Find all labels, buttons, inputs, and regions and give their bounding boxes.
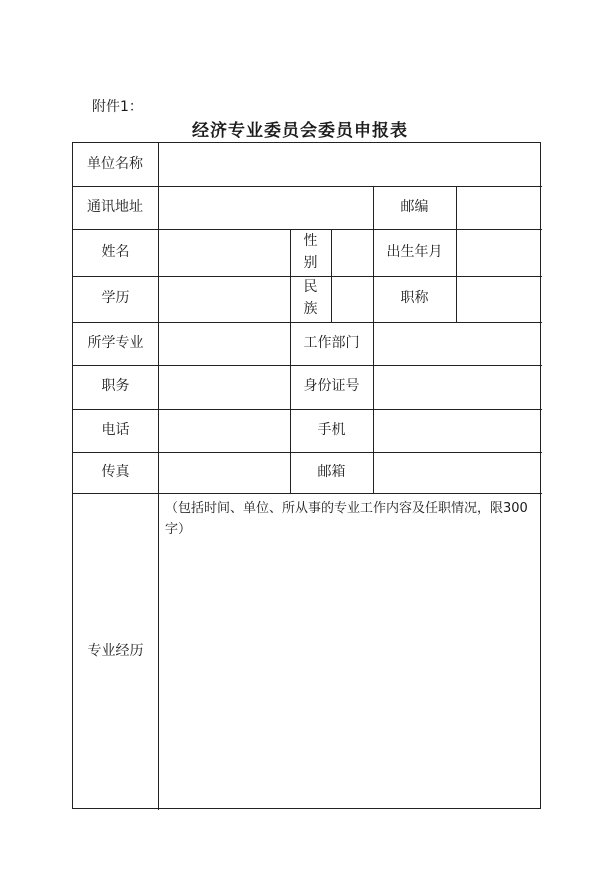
position-label: 职务 bbox=[101, 378, 130, 395]
attachment-label: 附件1： bbox=[92, 99, 143, 115]
birth-field[interactable] bbox=[457, 229, 542, 276]
id-number-field[interactable] bbox=[374, 365, 542, 409]
ethnicity-label bbox=[290, 276, 331, 322]
address-field[interactable] bbox=[159, 186, 373, 229]
major-field[interactable] bbox=[159, 322, 290, 365]
education-label: 学历 bbox=[101, 290, 130, 307]
professional-title-field[interactable] bbox=[457, 276, 542, 322]
gender-label-line2: 别 bbox=[303, 254, 318, 271]
name-label: 姓名 bbox=[101, 243, 130, 260]
professional-title-label: 职称 bbox=[400, 290, 429, 307]
mobile-field[interactable] bbox=[374, 409, 542, 452]
id-number-label: 身份证号 bbox=[303, 378, 360, 395]
mobile-label: 手机 bbox=[317, 421, 346, 438]
form-title: 经济专业委员会委员申报表 bbox=[192, 121, 408, 141]
department-field[interactable] bbox=[374, 322, 542, 365]
unit-name-label: 单位名称 bbox=[87, 155, 143, 172]
experience-field[interactable] bbox=[159, 494, 542, 810]
fax-field[interactable] bbox=[159, 452, 290, 493]
name-field[interactable] bbox=[159, 229, 290, 276]
ethnicity-field[interactable] bbox=[331, 276, 373, 322]
unit-name-field[interactable] bbox=[159, 143, 542, 186]
phone-field[interactable] bbox=[159, 409, 290, 452]
ethnicity-label-line1: 民 bbox=[303, 279, 318, 296]
gender-label-line1: 性 bbox=[303, 232, 318, 249]
email-label: 邮箱 bbox=[317, 463, 346, 480]
phone-label: 电话 bbox=[101, 421, 130, 438]
position-field[interactable] bbox=[159, 365, 290, 409]
email-field[interactable] bbox=[374, 452, 542, 493]
address-label: 通讯地址 bbox=[87, 198, 143, 215]
experience-note: （包括时间、单位、所从事的专业工作内容及任职情况，限300字） bbox=[165, 501, 528, 537]
birth-label: 出生年月 bbox=[386, 243, 443, 260]
ethnicity-label-line2: 族 bbox=[303, 301, 318, 317]
fax-label: 传真 bbox=[101, 463, 130, 480]
postcode-label: 邮编 bbox=[400, 198, 429, 215]
application-form-table bbox=[72, 142, 541, 809]
department-label: 工作部门 bbox=[303, 334, 360, 351]
education-field[interactable] bbox=[159, 276, 290, 322]
postcode-field[interactable] bbox=[457, 186, 542, 229]
experience-label: 专业经历 bbox=[87, 642, 144, 659]
gender-field[interactable] bbox=[331, 229, 373, 276]
major-label: 所学专业 bbox=[87, 334, 144, 351]
gender-label bbox=[290, 229, 331, 276]
